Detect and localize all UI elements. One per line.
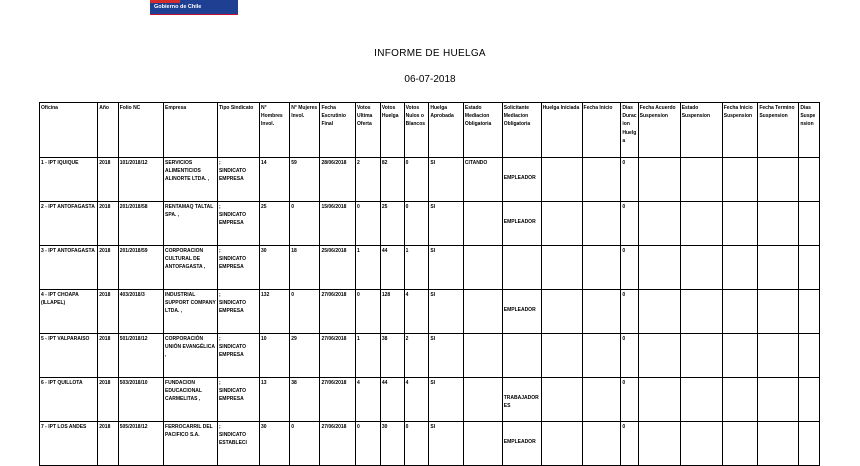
cell-votos-nulos: 0: [404, 422, 429, 466]
tipo-sindicato-line: ;: [218, 380, 221, 386]
header-cell: Folio NC: [118, 103, 163, 158]
cell-tipo-sindicato: [217, 158, 259, 202]
cell-dias-susp: [799, 202, 820, 246]
cell-votos-huelga: 25: [380, 202, 404, 246]
cell-f-acuerdo: [638, 334, 680, 378]
cell-votos-oferta: 0: [356, 202, 381, 246]
cell-fecha: 27/06/2018: [320, 422, 356, 466]
header-cell: Fecha Inicio: [582, 103, 621, 158]
cell-est-susp: [680, 290, 722, 334]
header-cell: Fecha Escrutinio Final: [320, 103, 356, 158]
cell-f-ini-susp: [722, 378, 758, 422]
cell-dias: 0: [621, 422, 638, 466]
cell-votos-oferta: 0: [356, 422, 381, 466]
cell-folio: 505/2018/12: [118, 422, 163, 466]
cell-anio: 2018: [98, 422, 118, 466]
cell-est-susp: [680, 422, 722, 466]
header-cell: Fecha Termino Suspension: [758, 103, 799, 158]
tipo-sindicato-line: SINDICATO EMPRESA: [218, 168, 247, 183]
cell-estado-med: [463, 422, 502, 466]
header-cell: Oficina: [40, 103, 98, 158]
cell-votos-oferta: 1: [356, 334, 381, 378]
cell-f-ter-susp: [758, 202, 799, 246]
cell-mujeres: 29: [290, 334, 320, 378]
cell-oficina: 6 - IPT QUILLOTA: [40, 378, 98, 422]
cell-folio: 503/2018/10: [118, 378, 163, 422]
cell-votos-oferta: 2: [356, 158, 381, 202]
cell-votos-huelga: 128: [380, 290, 404, 334]
cell-f-ter-susp: [758, 290, 799, 334]
cell-iniciada: [541, 290, 582, 334]
cell-empresa: CORPORACIÓN UNIÓN EVANGÉLICA ,: [164, 334, 218, 378]
cell-votos-huelga: 30: [380, 422, 404, 466]
cell-empresa: FERROCARRIL DEL PACIFICO S.A.: [164, 422, 218, 466]
cell-f-acuerdo: [638, 290, 680, 334]
report-date: 06-07-2018: [404, 74, 456, 85]
cell-oficina: 2 - IPT ANTOFAGASTA: [40, 202, 98, 246]
cell-dias-susp: [799, 246, 820, 290]
cell-folio: 403/2018/3: [118, 290, 163, 334]
cell-hombres: 132: [260, 290, 290, 334]
cell-tipo-sindicato: [217, 378, 259, 422]
cell-aprobada: SI: [429, 158, 464, 202]
cell-dias-susp: [799, 290, 820, 334]
cell-estado-med: [463, 378, 502, 422]
table-row: [40, 158, 820, 202]
header-cell: Votos Huelga: [380, 103, 404, 158]
table-body: [40, 158, 820, 466]
cell-dias: 0: [621, 378, 638, 422]
solicitante-value: EMPLEADOR: [503, 439, 536, 445]
cell-folio: 201/2018/58: [118, 202, 163, 246]
cell-estado-med: [463, 246, 502, 290]
cell-mujeres: 59: [290, 158, 320, 202]
cell-iniciada: [541, 334, 582, 378]
cell-f-ini-susp: [722, 290, 758, 334]
header-cell: Dias Suspension: [799, 103, 820, 158]
cell-votos-huelga: 44: [380, 378, 404, 422]
header-cell: Votos Nulos o Blancos: [404, 103, 429, 158]
cell-votos-oferta: 4: [356, 378, 381, 422]
tipo-sindicato-line: SINDICATO EMPRESA: [218, 388, 247, 403]
cell-oficina: 1 - IPT IQUIQUE: [40, 158, 98, 202]
tipo-sindicato-line: SINDICATO ESTABLECI: [218, 432, 247, 447]
cell-est-susp: [680, 334, 722, 378]
cell-solicitante: [502, 246, 541, 290]
cell-aprobada: SI: [429, 334, 464, 378]
tipo-sindicato-line: ;: [218, 248, 221, 254]
cell-inicio: [582, 158, 621, 202]
cell-f-acuerdo: [638, 202, 680, 246]
cell-dias: 0: [621, 202, 638, 246]
header-cell: Empresa: [164, 103, 218, 158]
cell-oficina: 5 - IPT VALPARAISO: [40, 334, 98, 378]
cell-tipo-sindicato: [217, 422, 259, 466]
cell-folio: 101/2018/12: [118, 158, 163, 202]
table-row: [40, 202, 820, 246]
cell-f-acuerdo: [638, 158, 680, 202]
cell-inicio: [582, 334, 621, 378]
solicitante-value: EMPLEADOR: [503, 219, 536, 225]
solicitante-value: EMPLEADOR: [503, 307, 536, 313]
tipo-sindicato-line: SINDICATO EMPRESA: [218, 212, 247, 227]
cell-fecha: 27/06/2018: [320, 334, 356, 378]
cell-dias: 0: [621, 158, 638, 202]
cell-anio: 2018: [98, 334, 118, 378]
solicitante-value: TRABAJADORES: [503, 395, 539, 410]
cell-hombres: 30: [260, 422, 290, 466]
cell-mujeres: 18: [290, 246, 320, 290]
cell-folio: 201/2018/59: [118, 246, 163, 290]
cell-anio: 2018: [98, 290, 118, 334]
cell-hombres: 13: [260, 378, 290, 422]
cell-dias-susp: [799, 158, 820, 202]
cell-empresa: INDUSTRIAL SUPPORT COMPANY LTDA. ,: [164, 290, 218, 334]
header-cell: Fecha Acuerdo Suspension: [638, 103, 680, 158]
tipo-sindicato-line: ;: [218, 336, 221, 342]
cell-votos-huelga: 38: [380, 334, 404, 378]
cell-dias-susp: [799, 422, 820, 466]
header-cell: N° Mujeres Invol.: [290, 103, 320, 158]
cell-f-ini-susp: [722, 202, 758, 246]
cell-aprobada: SI: [429, 422, 464, 466]
table-row: [40, 290, 820, 334]
cell-aprobada: SI: [429, 246, 464, 290]
cell-iniciada: [541, 158, 582, 202]
cell-iniciada: [541, 378, 582, 422]
cell-votos-nulos: 0: [404, 158, 429, 202]
cell-estado-med: [463, 290, 502, 334]
cell-est-susp: [680, 378, 722, 422]
cell-oficina: 4 - IPT CHOAPA (ILLAPEL): [40, 290, 98, 334]
cell-votos-nulos: 0: [404, 202, 429, 246]
cell-f-ini-susp: [722, 158, 758, 202]
cell-tipo-sindicato: [217, 202, 259, 246]
cell-inicio: [582, 378, 621, 422]
cell-aprobada: SI: [429, 378, 464, 422]
cell-fecha: 28/06/2018: [320, 158, 356, 202]
cell-dias-susp: [799, 334, 820, 378]
cell-anio: 2018: [98, 378, 118, 422]
cell-dias: 0: [621, 246, 638, 290]
cell-hombres: 30: [260, 246, 290, 290]
cell-anio: 2018: [98, 158, 118, 202]
cell-dias: 0: [621, 334, 638, 378]
cell-fecha: 25/06/2018: [320, 246, 356, 290]
cell-tipo-sindicato: [217, 246, 259, 290]
header-cell: Huelga Aprobada: [429, 103, 464, 158]
cell-oficina: 7 - IPT LOS ANDES: [40, 422, 98, 466]
cell-iniciada: [541, 202, 582, 246]
cell-dias: 0: [621, 290, 638, 334]
cell-estado-med: [463, 334, 502, 378]
cell-solicitante: [502, 290, 541, 334]
cell-f-acuerdo: [638, 422, 680, 466]
header-cell: Año: [98, 103, 118, 158]
tipo-sindicato-line: ;: [218, 204, 221, 210]
cell-inicio: [582, 202, 621, 246]
cell-mujeres: 0: [290, 422, 320, 466]
cell-inicio: [582, 422, 621, 466]
tipo-sindicato-line: SINDICATO EMPRESA: [218, 300, 247, 315]
header-cell: N° Hombres Invol.: [260, 103, 290, 158]
cell-fecha: 27/06/2018: [320, 290, 356, 334]
cell-votos-nulos: 2: [404, 334, 429, 378]
cell-votos-nulos: 4: [404, 378, 429, 422]
tipo-sindicato-line: ;: [218, 160, 221, 166]
cell-mujeres: 0: [290, 290, 320, 334]
cell-votos-nulos: 1: [404, 246, 429, 290]
cell-anio: 2018: [98, 202, 118, 246]
cell-folio: 501/2018/12: [118, 334, 163, 378]
cell-f-ter-susp: [758, 246, 799, 290]
table-row: [40, 422, 820, 466]
cell-fecha: 27/06/2018: [320, 378, 356, 422]
cell-iniciada: [541, 246, 582, 290]
cell-f-ini-susp: [722, 422, 758, 466]
cell-est-susp: [680, 246, 722, 290]
header-cell: Votos Ultima Oferta: [356, 103, 381, 158]
cell-est-susp: [680, 158, 722, 202]
cell-hombres: 10: [260, 334, 290, 378]
cell-aprobada: SI: [429, 202, 464, 246]
cell-estado-med: [463, 202, 502, 246]
cell-inicio: [582, 246, 621, 290]
cell-f-ter-susp: [758, 334, 799, 378]
cell-empresa: RENTAMAQ TALTAL SPA. ,: [164, 202, 218, 246]
cell-tipo-sindicato: [217, 290, 259, 334]
table-row: [40, 378, 820, 422]
tipo-sindicato-line: ;: [218, 292, 221, 298]
cell-votos-oferta: 1: [356, 246, 381, 290]
solicitante-value: EMPLEADOR: [503, 175, 536, 181]
header-cell: Fecha Inicio Suspension: [722, 103, 758, 158]
tipo-sindicato-line: ;: [218, 424, 221, 430]
cell-votos-oferta: 0: [356, 290, 381, 334]
cell-f-ter-susp: [758, 158, 799, 202]
cell-solicitante: [502, 158, 541, 202]
cell-tipo-sindicato: [217, 334, 259, 378]
cell-anio: 2018: [98, 246, 118, 290]
cell-mujeres: 0: [290, 202, 320, 246]
cell-solicitante: [502, 378, 541, 422]
strike-report-table: [39, 102, 820, 466]
tipo-sindicato-line: SINDICATO EMPRESA: [218, 256, 247, 271]
logo-flag-stripe: [150, 0, 180, 3]
header-cell: Huelga Iniciada: [541, 103, 582, 158]
cell-f-ini-susp: [722, 246, 758, 290]
header-cell: Estado Mediacion Obligatoria: [463, 103, 502, 158]
cell-empresa: CORPORACION CULTURAL DE ANTOFAGASTA ,: [164, 246, 218, 290]
logo-text: Gobierno de Chile: [154, 4, 202, 10]
table-row: [40, 246, 820, 290]
cell-inicio: [582, 290, 621, 334]
cell-votos-huelga: 44: [380, 246, 404, 290]
cell-empresa: SERVICIOS ALIMENTICIOS ALINORTE LTDA. ,: [164, 158, 218, 202]
cell-fecha: 15/06/2018: [320, 202, 356, 246]
cell-f-ter-susp: [758, 378, 799, 422]
cell-solicitante: [502, 334, 541, 378]
cell-votos-huelga: 82: [380, 158, 404, 202]
cell-f-ini-susp: [722, 334, 758, 378]
cell-mujeres: 38: [290, 378, 320, 422]
cell-solicitante: [502, 202, 541, 246]
cell-solicitante: [502, 422, 541, 466]
cell-f-acuerdo: [638, 378, 680, 422]
cell-votos-nulos: 4: [404, 290, 429, 334]
header-cell: Solicitante Mediacion Obligatoria: [502, 103, 541, 158]
gobierno-de-chile-logo: [150, 0, 238, 15]
cell-oficina: 3 - IPT ANTOFAGASTA: [40, 246, 98, 290]
header-cell: Tipo Sindicato: [217, 103, 259, 158]
tipo-sindicato-line: SINDICATO EMPRESA: [218, 344, 247, 359]
report-title: INFORME DE HUELGA: [374, 48, 486, 59]
header-cell: Dias Duracion Huelga: [621, 103, 638, 158]
table-header-row: [40, 103, 820, 158]
cell-empresa: FUNDACION EDUCACIONAL CARMELITAS ,: [164, 378, 218, 422]
cell-f-ter-susp: [758, 422, 799, 466]
header-cell: Estado Suspension: [680, 103, 722, 158]
cell-est-susp: [680, 202, 722, 246]
cell-iniciada: [541, 422, 582, 466]
cell-estado-med: CITANDO: [463, 158, 502, 202]
cell-hombres: 25: [260, 202, 290, 246]
cell-f-acuerdo: [638, 246, 680, 290]
cell-hombres: 14: [260, 158, 290, 202]
cell-dias-susp: [799, 378, 820, 422]
cell-aprobada: SI: [429, 290, 464, 334]
table-row: [40, 334, 820, 378]
